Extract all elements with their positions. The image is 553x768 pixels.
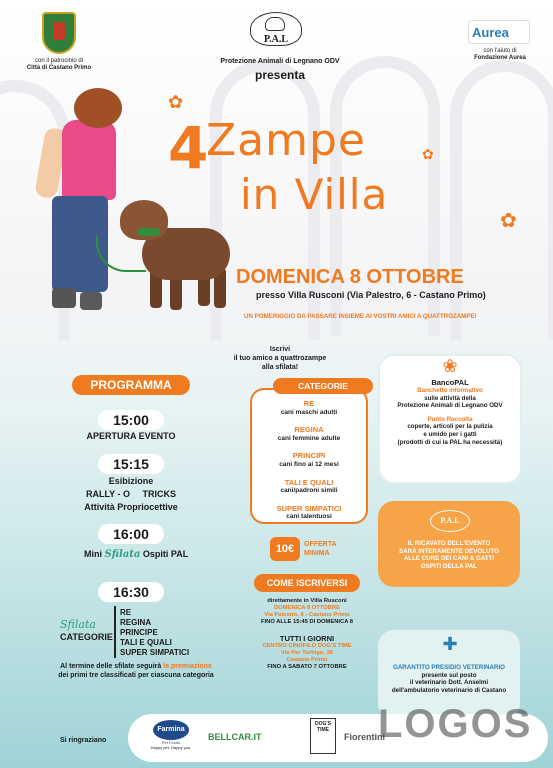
category-item: TALI E QUALI	[120, 638, 172, 647]
program-line: RALLY - O TRICKS	[85, 489, 176, 499]
aiuto-org: Fondazione Aurea	[474, 55, 526, 61]
program-line	[84, 548, 188, 561]
category-list	[120, 608, 189, 658]
girl-illustration-shoe	[52, 288, 76, 308]
time-slot: 15:00	[98, 410, 164, 430]
paw-icon: ❀	[442, 356, 458, 376]
vet-line: dell'ambulatorio veterinario di Castano	[391, 686, 507, 694]
come-iscriversi-text	[232, 598, 382, 671]
ricavato-line: IL RICAVATO DELL'EVENTO	[407, 540, 491, 547]
offerta-line: MINIMA	[304, 550, 330, 557]
title-word-zampe: Zampe	[206, 115, 366, 166]
come-line: FINO ALLE 15:45 DI DOMENICA 8	[260, 619, 353, 625]
patrocinio-text	[14, 58, 104, 72]
farmina-tagline: Happy pet. Happy you.	[150, 745, 192, 750]
offerta-text	[304, 540, 337, 558]
veterinario-text	[380, 664, 518, 694]
farmina-logo	[150, 720, 192, 750]
divider-line	[114, 606, 116, 658]
iscrivi-text	[230, 345, 330, 372]
sfilata-categorie	[60, 618, 113, 643]
offerta-badge: 10€	[270, 537, 300, 561]
event-date: DOMENICA 8 OTTOBRE	[236, 266, 464, 288]
program-line: Attività Propriocettive	[84, 502, 178, 512]
aiuto-text	[455, 48, 545, 62]
girl-illustration-shoe	[80, 292, 102, 310]
iscrivi-line: il tuo amico a quattrozampe	[233, 355, 327, 362]
bancopal-line: (prodotti di cui la PAL ha necessità)	[397, 438, 503, 446]
category-item: SUPER SIMPATICI	[120, 648, 190, 657]
category-item: REGINA	[120, 618, 152, 627]
come-line: direttamente in Villa Rusconi	[267, 598, 347, 604]
offerta-line: OFFERTA	[304, 541, 337, 548]
fiorentini-logo: Fiorentini	[344, 732, 385, 742]
bancopal-text	[380, 378, 520, 446]
ricavato-line: SARÀ INTERAMENTE DEVOLUTO	[399, 547, 499, 555]
category-name: REGINA	[294, 425, 324, 435]
ricavato-line: OSPITI DELLA PAL	[420, 562, 478, 570]
come-line: DOMENICA 8 OTTOBRE	[273, 605, 341, 611]
category-desc: cani/padroni simili	[280, 487, 338, 495]
come-line: Castano Primo	[286, 657, 328, 663]
event-tagline: UN POMERIGGIO DA PASSARE INSIEME AI VOSTRI AMICI A QUATTROZAMPE!	[244, 313, 477, 320]
mini-label: Mini	[84, 549, 102, 559]
program-line: Esibizione	[108, 476, 154, 486]
category-desc: cani maschi adulti	[280, 408, 338, 416]
categorie-list	[252, 400, 366, 522]
ricavato-text	[380, 540, 518, 570]
categorie-label: CATEGORIE	[60, 632, 113, 642]
event-venue: presso Villa Rusconi (Via Palestro, 6 - Castano Primo)	[256, 290, 486, 300]
bancopal-line: Banchetto informativo	[417, 387, 483, 394]
pal-logo-small: P.A.L	[430, 510, 470, 532]
presenta-text: presenta	[254, 68, 306, 82]
program-line: APERTURA EVENTO	[86, 431, 176, 441]
category-desc: cani femmine adulte	[277, 434, 341, 442]
category-item: PRINCIPE	[120, 628, 158, 637]
sfilata-label: Sfilata	[104, 549, 141, 560]
category-desc: cani talentuosi	[286, 513, 332, 521]
dog-collar	[138, 228, 160, 236]
aurea-logo-text: Aurea	[472, 25, 509, 40]
title-number: 4	[168, 114, 210, 182]
category-desc: cani fino ai 12 mesi	[279, 460, 339, 468]
bancopal-line: e umido per i gatti	[423, 430, 477, 438]
time-slot: 16:00	[98, 524, 164, 544]
flower-icon: ✿	[422, 146, 434, 162]
ricavato-line: ALLE CURE DEI CANI & GATTI	[403, 555, 495, 563]
vet-icon: ✚	[442, 634, 458, 654]
patrocinio-line: con il patrocinio di	[34, 58, 84, 64]
logos-watermark: LOGOS	[378, 702, 533, 746]
dogstime-logo: DOG'S TIME	[310, 718, 336, 754]
pal-logo-text: P.A.L	[263, 34, 289, 45]
bancopal-line: Protezione Animali di Legnano ODV	[397, 402, 503, 410]
farmina-logo-text: Farmina	[153, 720, 189, 740]
category-name: PRINCIPI	[292, 451, 326, 461]
ospiti-label: Ospiti PAL	[142, 549, 189, 559]
bancopal-line: Punto Raccolta	[427, 415, 473, 423]
pal-dog-icon	[265, 17, 285, 31]
aiuto-line: con l'aiuto di	[483, 48, 517, 54]
time-slot: 16:30	[98, 582, 164, 602]
vet-line: il veterinario Dott. Anselmi	[409, 679, 489, 687]
title-word-villa: in Villa	[240, 170, 389, 219]
bancopal-title: BancoPAL	[431, 378, 469, 387]
premiazione-text: Al termine delle sfilate seguirà	[60, 663, 162, 670]
come-line: CENTRO CINOFILO DOG'S TIME	[262, 643, 352, 649]
vet-line: GARANTITO PRESIDIO VETERINARIO	[393, 664, 505, 671]
organizer-name: Protezione Animali di Legnano ODV	[220, 58, 340, 65]
bellcar-logo: BELLCAR.IT	[208, 732, 262, 742]
bancopal-line: sulle attività della	[424, 394, 476, 402]
patrocinio-city: Città di Castano Primo	[26, 65, 92, 71]
sfilata-label: Sfilata	[60, 618, 96, 631]
bancopal-line: coperte, articoli per la pulizia	[407, 423, 493, 431]
girl-illustration-hair	[74, 88, 122, 128]
category-name: SUPER SIMPATICI	[276, 503, 342, 513]
ringraziano-label: Si ringraziano	[60, 737, 107, 744]
premiazione-note	[36, 662, 236, 680]
iscrivi-line: alla sfilata!	[261, 364, 299, 371]
flower-icon: ✿	[500, 210, 517, 232]
programma-heading: PROGRAMMA	[72, 375, 190, 395]
come-line: Via Palestro, 6 - Castano Primo	[264, 612, 350, 618]
aurea-logo	[468, 20, 530, 44]
premiazione-highlight: la premiazione	[163, 663, 212, 670]
come-line: TUTTI I GIORNI	[279, 634, 335, 643]
time-slot: 15:15	[98, 454, 164, 474]
categorie-heading: CATEGORIE	[273, 378, 373, 394]
flower-icon: ✿	[168, 92, 184, 112]
vet-line: presente sul posto	[421, 671, 477, 679]
category-item: RE	[120, 608, 132, 617]
farmina-sub: Pet Foods	[161, 740, 181, 745]
iscrivi-line: Iscrivi	[269, 346, 291, 353]
come-line: Via Per Turbigo, 36	[281, 650, 333, 656]
come-iscriversi-heading: COME ISCRIVERSI	[254, 574, 360, 592]
category-name: RE	[303, 399, 315, 408]
castano-crest-logo	[42, 12, 76, 54]
come-line: FINO A SABATO 7 OTTOBRE	[267, 664, 347, 670]
category-name: TALI E QUALI	[284, 477, 334, 487]
girl-illustration-shirt	[62, 120, 116, 200]
premiazione-text: dei primi tre classificati per ciascuna categoria	[58, 672, 214, 679]
